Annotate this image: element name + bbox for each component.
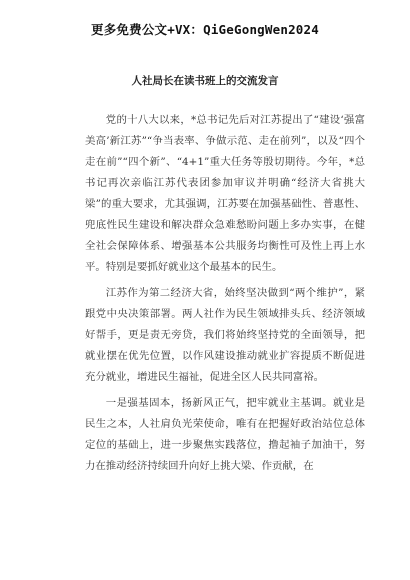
document-title: 人社局长在读书班上的交流发言 xyxy=(131,75,279,87)
paragraph-3: 一是强基固本，扬新风正气，把牢就业主基调。就业是民生之本，人社肩负光荣使命，唯有在把握好政治站位总体定位的基础上，进一步聚焦实践落位，撸起袖子加油干，努力在推动经济持续回升向好上挑大梁、作贡献，在 xyxy=(85,397,365,472)
paragraph-2: 江苏作为第二经济大省，始终坚决做到“两个维护”，紧跟党中央决策部署。两人社作为民生领域排头兵、经济领域好帮手，更是责无旁贷，我们将始终坚持党的全面领导，把就业摆在优先位置，以作风建设推动就业扩容提质不断促进充分就业，增进民生福祉，促进全区人民共同富裕。 xyxy=(85,287,365,383)
watermark-header: 更多免费公文+VX：QiGeGongWen2024 xyxy=(91,22,319,37)
paragraph-1: 党的十八大以来，*总书记先后对江苏提出了“建设‘强富美高’新江苏”“争当表率、争做示范、走在前列”，以及“四个走在前”“四个新”、“4+1”重大任务等殷切期待。今年，*总书记再次亲临江苏代表团参加审议并明确“经济大省挑大梁”的重大要求，尤其强调，江苏要在加强基础性、普惠性、兜底性民生建设和解决群众急难愁盼问题上多办实事，在健全社会保障体系、增强基本公共服务均衡性可及性上再上水平。特别是要抓好就业这个最基本的民生。 xyxy=(85,114,365,273)
document-body xyxy=(85,110,365,477)
